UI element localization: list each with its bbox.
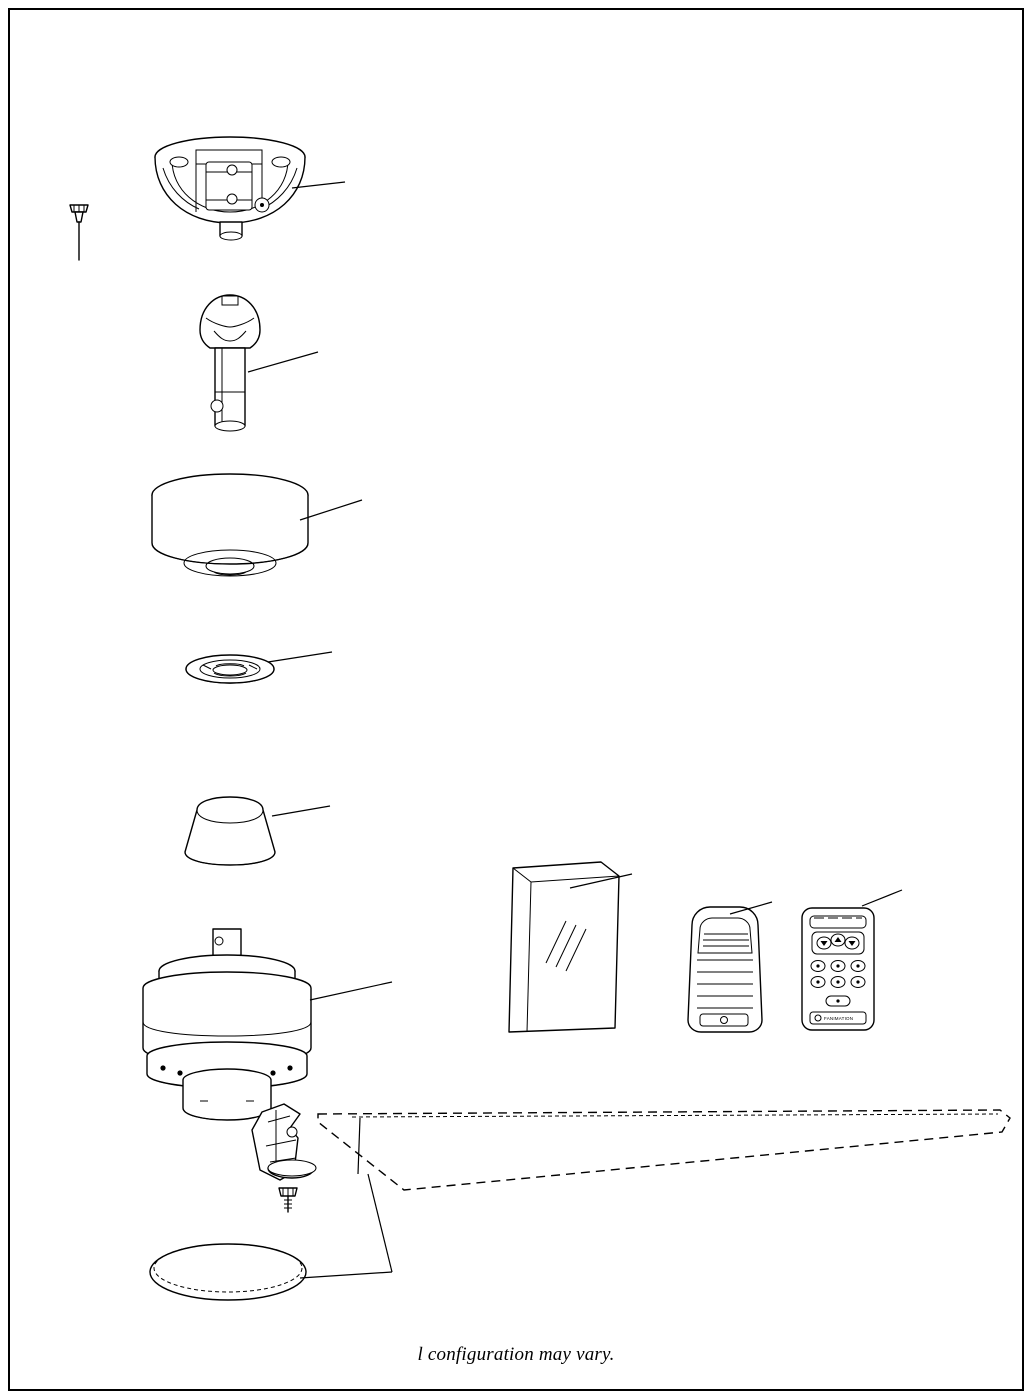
leader-light-shade — [272, 806, 330, 816]
leader-bottom-cap — [300, 1272, 392, 1278]
part-glass-shade — [509, 862, 619, 1032]
remote-brand-label: FANIMATION — [824, 1016, 854, 1021]
part-light-shade — [185, 797, 275, 865]
part-mounting-screw — [70, 205, 88, 260]
footnote-text: l configuration may vary. — [417, 1344, 615, 1365]
part-remote-control — [802, 908, 874, 1030]
part-canopy — [152, 474, 308, 576]
leader-motor-housing — [310, 982, 392, 1000]
part-blade — [318, 1110, 1010, 1190]
part-blade-bracket — [252, 1104, 316, 1180]
part-mounting-bracket — [155, 137, 305, 240]
leader-canopy-trim-ring — [268, 652, 332, 662]
leader-canopy — [300, 500, 362, 520]
part-canopy-trim-ring — [186, 655, 274, 683]
leader-remote-control — [862, 890, 902, 906]
part-bottom-cap — [150, 1244, 306, 1300]
part-blade-screw — [279, 1188, 297, 1212]
part-downrod-hanger-ball — [200, 295, 260, 431]
part-wall-control — [688, 907, 762, 1032]
leader-blade — [358, 1118, 360, 1174]
part-motor-housing — [143, 929, 311, 1120]
leader-blade-bracket — [368, 1174, 392, 1272]
leader-downrod — [248, 352, 318, 372]
